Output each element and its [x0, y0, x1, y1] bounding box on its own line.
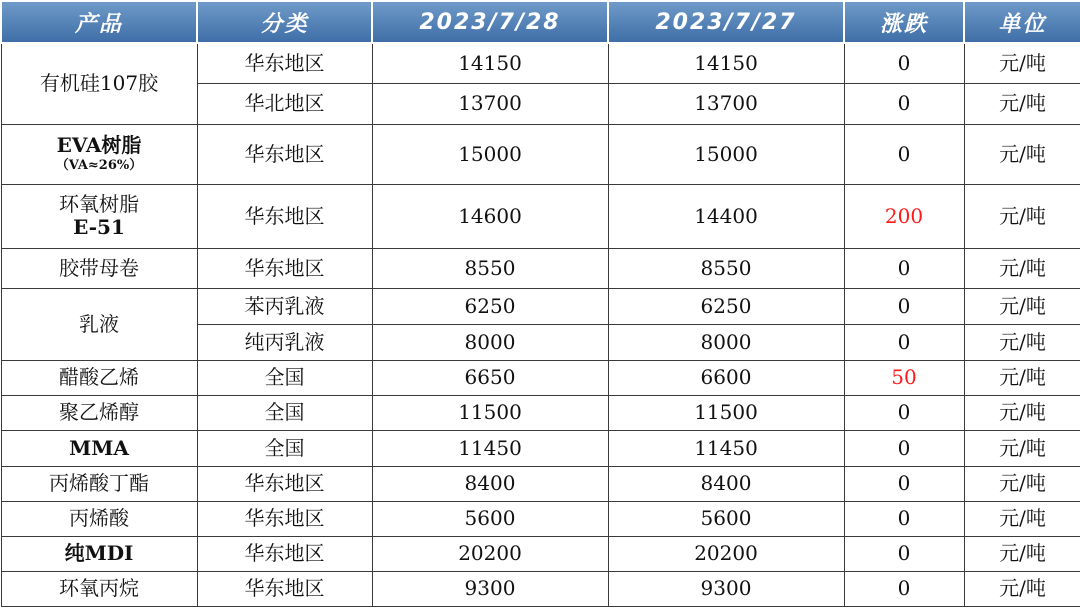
category-cell: 全国 — [197, 430, 372, 466]
header-row — [1, 1, 1080, 43]
product-name: 环氧树脂 — [59, 192, 139, 216]
price-date-2-cell: 20200 — [608, 536, 844, 571]
category-cell: 苯丙乳液 — [197, 288, 372, 324]
price-date-2-cell: 5600 — [608, 501, 844, 536]
change-cell: 0 — [844, 324, 964, 360]
product-subtitle: （VA≈26%） — [55, 158, 143, 174]
unit-cell: 元/吨 — [964, 324, 1080, 360]
category-cell: 华东地区 — [197, 124, 372, 184]
product-name: 环氧丙烷 — [59, 576, 139, 600]
unit-cell: 元/吨 — [964, 395, 1080, 430]
product-cell — [1, 501, 197, 536]
price-date-1-cell: 13700 — [372, 83, 608, 124]
price-date-1-cell: 8550 — [372, 248, 608, 288]
table-row — [1, 536, 1080, 571]
product-cell — [1, 466, 197, 501]
header-product: 产品 — [1, 1, 197, 43]
category-cell: 纯丙乳液 — [197, 324, 372, 360]
price-date-1-cell: 20200 — [372, 536, 608, 571]
price-date-1-cell: 11450 — [372, 430, 608, 466]
header-date-2: 2023/7/27 — [608, 1, 844, 43]
unit-cell: 元/吨 — [964, 248, 1080, 288]
product-name: 纯MDI — [64, 541, 134, 565]
price-date-1-cell: 6650 — [372, 360, 608, 395]
product-name: 丙烯酸丁酯 — [49, 471, 149, 495]
price-date-2-cell: 8400 — [608, 466, 844, 501]
change-cell: 0 — [844, 536, 964, 571]
product-cell — [1, 571, 197, 606]
product-cell — [1, 248, 197, 288]
unit-cell: 元/吨 — [964, 571, 1080, 606]
change-cell: 0 — [844, 43, 964, 83]
price-date-2-cell: 14150 — [608, 43, 844, 83]
change-cell: 0 — [844, 501, 964, 536]
category-cell: 华东地区 — [197, 184, 372, 248]
price-date-1-cell: 11500 — [372, 395, 608, 430]
category-cell: 华东地区 — [197, 466, 372, 501]
price-date-1-cell: 8400 — [372, 466, 608, 501]
header-category: 分类 — [197, 1, 372, 43]
change-cell: 0 — [844, 124, 964, 184]
price-date-2-cell: 11450 — [608, 430, 844, 466]
table-row — [1, 501, 1080, 536]
unit-cell: 元/吨 — [964, 184, 1080, 248]
product-name: 聚乙烯醇 — [59, 400, 139, 424]
product-cell — [1, 430, 197, 466]
category-cell: 全国 — [197, 360, 372, 395]
change-cell: 0 — [844, 83, 964, 124]
table-row — [1, 184, 1080, 248]
price-date-1-cell: 9300 — [372, 571, 608, 606]
change-cell: 0 — [844, 288, 964, 324]
header-unit: 单位 — [964, 1, 1080, 43]
change-cell: 0 — [844, 466, 964, 501]
change-cell: 0 — [844, 248, 964, 288]
price-date-2-cell: 8000 — [608, 324, 844, 360]
price-date-1-cell: 14150 — [372, 43, 608, 83]
product-name: 胶带母卷 — [59, 255, 139, 280]
price-date-2-cell: 6600 — [608, 360, 844, 395]
table-row — [1, 430, 1080, 466]
unit-cell: 元/吨 — [964, 288, 1080, 324]
price-date-1-cell: 15000 — [372, 124, 608, 184]
product-subtitle: E-51 — [73, 215, 125, 239]
product-name: 丙烯酸 — [69, 506, 129, 530]
change-cell: 50 — [844, 360, 964, 395]
price-date-2-cell: 9300 — [608, 571, 844, 606]
table-row — [1, 466, 1080, 501]
price-date-2-cell: 15000 — [608, 124, 844, 184]
category-cell: 华东地区 — [197, 571, 372, 606]
price-date-2-cell: 6250 — [608, 288, 844, 324]
category-cell: 华东地区 — [197, 501, 372, 536]
category-cell: 华东地区 — [197, 43, 372, 83]
unit-cell: 元/吨 — [964, 501, 1080, 536]
price-date-1-cell: 6250 — [372, 288, 608, 324]
table-row — [1, 360, 1080, 395]
category-cell: 华东地区 — [197, 536, 372, 571]
category-cell: 华北地区 — [197, 83, 372, 124]
product-cell — [1, 288, 197, 360]
unit-cell: 元/吨 — [964, 466, 1080, 501]
price-date-1-cell: 8000 — [372, 324, 608, 360]
unit-cell: 元/吨 — [964, 43, 1080, 83]
table-row — [1, 571, 1080, 606]
table-row — [1, 395, 1080, 430]
price-date-1-cell: 14600 — [372, 184, 608, 248]
change-cell: 0 — [844, 430, 964, 466]
product-name: 醋酸乙烯 — [59, 365, 139, 389]
category-cell: 全国 — [197, 395, 372, 430]
table-row — [1, 124, 1080, 184]
product-cell — [1, 395, 197, 430]
product-cell — [1, 360, 197, 395]
product-name: 有机硅107胶 — [39, 71, 159, 96]
price-date-2-cell: 11500 — [608, 395, 844, 430]
table-header — [1, 1, 1080, 43]
product-cell — [1, 184, 197, 248]
table-row — [1, 288, 1080, 324]
unit-cell: 元/吨 — [964, 360, 1080, 395]
price-date-2-cell: 13700 — [608, 83, 844, 124]
unit-cell: 元/吨 — [964, 430, 1080, 466]
table-row — [1, 43, 1080, 83]
price-date-2-cell: 8550 — [608, 248, 844, 288]
price-date-1-cell: 5600 — [372, 501, 608, 536]
header-change: 涨跌 — [844, 1, 964, 43]
unit-cell: 元/吨 — [964, 536, 1080, 571]
change-cell: 0 — [844, 395, 964, 430]
change-cell: 200 — [844, 184, 964, 248]
header-date-1: 2023/7/28 — [372, 1, 608, 43]
product-cell — [1, 124, 197, 184]
unit-cell: 元/吨 — [964, 83, 1080, 124]
table-body — [1, 43, 1080, 606]
product-name: MMA — [69, 435, 129, 460]
table-row — [1, 248, 1080, 288]
category-cell: 华东地区 — [197, 248, 372, 288]
product-name: 乳液 — [79, 311, 119, 336]
change-cell: 0 — [844, 571, 964, 606]
price-date-2-cell: 14400 — [608, 184, 844, 248]
product-name: EVA树脂 — [56, 133, 142, 158]
product-cell — [1, 43, 197, 124]
product-cell — [1, 536, 197, 571]
unit-cell: 元/吨 — [964, 124, 1080, 184]
